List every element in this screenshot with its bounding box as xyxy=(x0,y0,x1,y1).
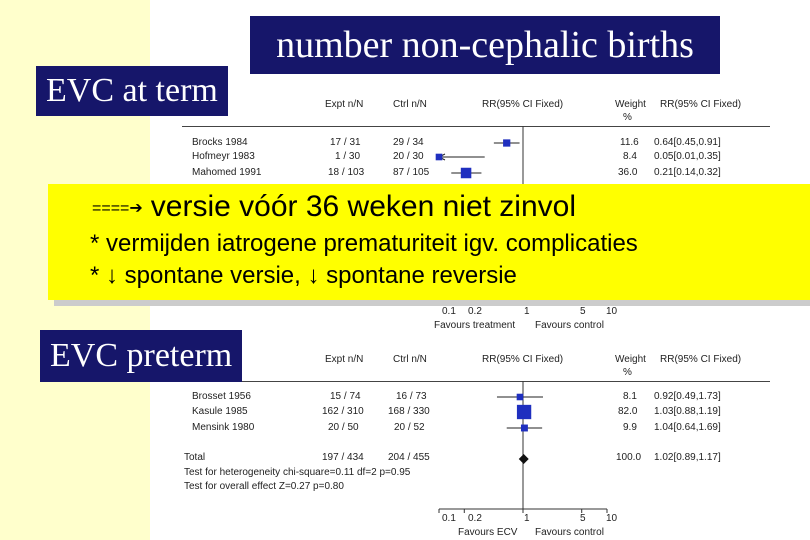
axis-tick-label: 10 xyxy=(606,513,618,524)
header-weight: Weight xyxy=(615,99,646,110)
study-weight: 8.4 xyxy=(623,151,637,162)
total-name: Total xyxy=(184,452,206,463)
study-rr: 1.03[0.88,1.19] xyxy=(654,406,721,417)
axis-tick-label: 5 xyxy=(580,306,586,317)
study-expt: 162 / 310 xyxy=(322,406,364,417)
study-ctrl: 20 / 30 xyxy=(393,151,424,162)
study-ctrl: 20 / 52 xyxy=(394,422,425,433)
header-weight-unit: % xyxy=(623,112,632,123)
study-ctrl: 87 / 105 xyxy=(393,167,430,178)
axis-tick-label: 1 xyxy=(524,513,530,524)
header-ctrl: Ctrl n/N xyxy=(393,354,427,365)
favours-right-label: Favours control xyxy=(535,527,604,538)
favours-left-label: Favours ECV xyxy=(458,527,518,538)
axis-tick-label: 10 xyxy=(606,306,618,317)
heterogeneity-test: Test for heterogeneity chi-square=0.11 df=2 p=0.95 xyxy=(184,467,411,478)
header-rr: RR(95% CI Fixed) xyxy=(482,99,564,110)
study-rr: 0.64[0.45,0.91] xyxy=(654,137,721,148)
study-name: Mahomed 1991 xyxy=(192,167,262,178)
study-ctrl: 16 / 73 xyxy=(396,391,427,402)
banner-line-3: * ↓ spontane versie, ↓ spontane reversie xyxy=(90,262,517,289)
callout-banner xyxy=(48,184,810,300)
axis-tick-label: 5 xyxy=(580,513,586,524)
weight-square xyxy=(461,168,472,179)
weight-square xyxy=(503,139,510,146)
axis-tick-label: 0.2 xyxy=(468,513,482,524)
study-rr: 0.21[0.14,0.32] xyxy=(654,167,721,178)
header-weight-unit: % xyxy=(623,367,632,378)
header-rr2: RR(95% CI Fixed) xyxy=(660,354,742,365)
header-rr: RR(95% CI Fixed) xyxy=(482,354,564,365)
study-name: Brocks 1984 xyxy=(192,137,248,148)
section-label-preterm: EVC preterm xyxy=(40,330,242,382)
banner-line-1 xyxy=(92,190,576,224)
study-rr: 1.04[0.64,1.69] xyxy=(654,422,721,433)
overall-effect-test: Test for overall effect Z=0.27 p=0.80 xyxy=(184,481,344,492)
favours-left-label: Favours treatment xyxy=(434,320,516,331)
study-expt: 17 / 31 xyxy=(330,137,361,148)
axis-tick-label: 0.2 xyxy=(468,306,482,317)
total-expt: 197 / 434 xyxy=(322,452,364,463)
header-rr2: RR(95% CI Fixed) xyxy=(660,99,742,110)
weight-square xyxy=(436,154,443,161)
header-expt: Expt n/N xyxy=(325,99,364,110)
axis-tick-label: 1 xyxy=(524,306,530,317)
banner-line-1-text: versie vóór 36 weken niet zinvol xyxy=(150,190,576,223)
study-expt: 18 / 103 xyxy=(328,167,365,178)
study-ctrl: 168 / 330 xyxy=(388,406,430,417)
weight-square xyxy=(517,405,531,419)
study-name: Brosset 1956 xyxy=(192,391,251,402)
axis-tick-label: 0.1 xyxy=(442,306,456,317)
study-name: Kasule 1985 xyxy=(192,406,248,417)
study-rr: 0.05[0.01,0.35] xyxy=(654,151,721,162)
study-name: Mensink 1980 xyxy=(192,422,255,433)
study-name: Hofmeyr 1983 xyxy=(192,151,255,162)
study-weight: 82.0 xyxy=(618,406,638,417)
section-label-term: EVC at term xyxy=(36,66,228,116)
header-ctrl: Ctrl n/N xyxy=(393,99,427,110)
double-arrow-icon: ====➔ xyxy=(92,200,143,218)
pooled-diamond xyxy=(519,454,529,464)
study-weight: 8.1 xyxy=(623,391,637,402)
header-expt: Expt n/N xyxy=(325,354,364,365)
total-rr: 1.02[0.89,1.17] xyxy=(654,452,721,463)
total-ctrl: 204 / 455 xyxy=(388,452,430,463)
total-weight: 100.0 xyxy=(616,452,642,463)
banner-line-2: * vermijden iatrogene prematuriteit igv. complicaties xyxy=(90,230,638,257)
study-expt: 20 / 50 xyxy=(328,422,359,433)
axis-tick-label: 0.1 xyxy=(442,513,456,524)
slide-title: number non-cephalic births xyxy=(250,16,720,74)
header-weight: Weight xyxy=(615,354,646,365)
study-weight: 36.0 xyxy=(618,167,638,178)
study-weight: 9.9 xyxy=(623,422,637,433)
weight-square xyxy=(521,425,528,432)
favours-right-label: Favours control xyxy=(535,320,604,331)
study-weight: 11.6 xyxy=(620,137,639,148)
study-ctrl: 29 / 34 xyxy=(393,137,424,148)
study-rr: 0.92[0.49,1.73] xyxy=(654,391,721,402)
study-expt: 15 / 74 xyxy=(330,391,361,402)
weight-square xyxy=(517,394,524,401)
study-expt: 1 / 30 xyxy=(335,151,361,162)
